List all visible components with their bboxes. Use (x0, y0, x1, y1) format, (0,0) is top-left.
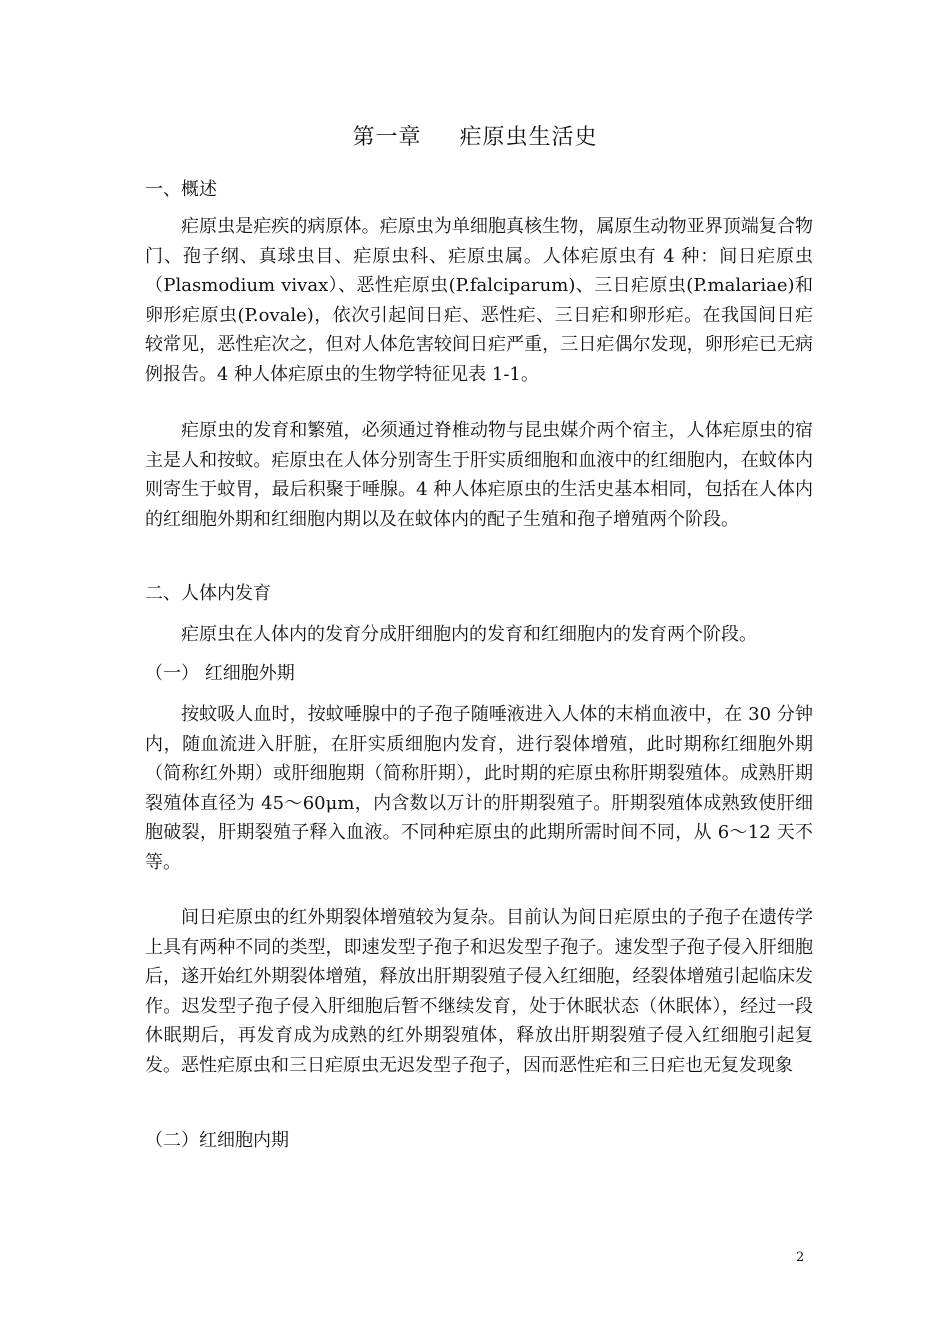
subsection-heading-erythrocytic: （二）红细胞内期 (145, 1130, 289, 1151)
chapter-title (0, 120, 950, 151)
paragraph-human-development: 疟原虫在人体内的发育分成肝细胞内的发育和红细胞内的发育两个阶段。 (181, 624, 757, 645)
section-heading-human-development: 二、人体内发育 (145, 583, 271, 604)
chapter-number: 第一章 (352, 125, 422, 150)
paragraph-exoerythrocytic-2: 间日疟原虫的红外期裂体增殖较为复杂。目前认为间日疟原虫的子孢子在遗传学上具有两种不同的类型，即速发型子孢子和迟发型子孢子。速发型子孢子侵入肝细胞后，遂开始红外期裂体增殖，释放出肝期裂殖子侵入红细胞，经裂体增殖引起临床发作。迟发型子孢子侵入肝细胞后暂不继续发育，处于休眠状态（休眠体），经过一段休眠期后，再发育成为成熟的红外期裂殖体，释放出肝期裂殖子侵入红细胞引起复发。恶性疟原虫和三日疟原虫无迟发型子孢子，因而恶性疟和三日疟也无复发现象 (145, 907, 813, 1076)
subsection-heading-exoerythrocytic: （一） 红细胞外期 (145, 663, 295, 684)
paragraph-overview-2: 疟原虫的发育和繁殖，必须通过脊椎动物与昆虫媒介两个宿主，人体疟原虫的宿主是人和按蚊。疟原虫在人体分别寄生于肝实质细胞和血液中的红细胞内，在蚊体内则寄生于蚊胃，最后积聚于唾腺。4 种人体疟原虫的生活史基本相同，包括在人体内的红细胞外期和红细胞内期以及在蚊体内的配子生殖和孢子增殖两个阶段。 (145, 420, 813, 530)
section-heading-overview: 一、概述 (145, 179, 217, 200)
chapter-name: 疟原虫生活史 (459, 125, 598, 150)
paragraph-overview-1: 疟原虫是疟疾的病原体。疟原虫为单细胞真核生物，属原生动物亚界顶端复合物门、孢子纲、真球虫目、疟原虫科、疟原虫属。人体疟原虫有 4 种：间日疟原虫（Plasmodium vivax）、恶性疟原虫(P.falciparum)、三日疟原虫(P.malariae)和卵形疟原虫(P.ovale)，依次引起间日疟、恶性疟、三日疟和卵形疟。在我国间日疟较常见，恶性疟次之，但对人体危害较间日疟严重，三日疟偶尔发现，卵形疟已无病例报告。4 种人体疟原虫的生物学特征见表 1-1。 (145, 216, 813, 385)
paragraph-exoerythrocytic-1: 按蚊吸人血时，按蚊唾腺中的子孢子随唾液进入人体的末梢血液中，在 30 分钟内，随血流进入肝脏，在肝实质细胞内发育，进行裂体增殖，此时期称红细胞外期（简称红外期）或肝细胞期（简称肝期），此时期的疟原虫称肝期裂殖体。成熟肝期裂殖体直径为 45～60μm，内含数以万计的肝期裂殖子。肝期裂殖体成熟致使肝细胞破裂，肝期裂殖子释入血液。不同种疟原虫的此期所需时间不同，从 6～12 天不等。 (145, 704, 813, 873)
page-number: 2 (796, 1250, 805, 1265)
